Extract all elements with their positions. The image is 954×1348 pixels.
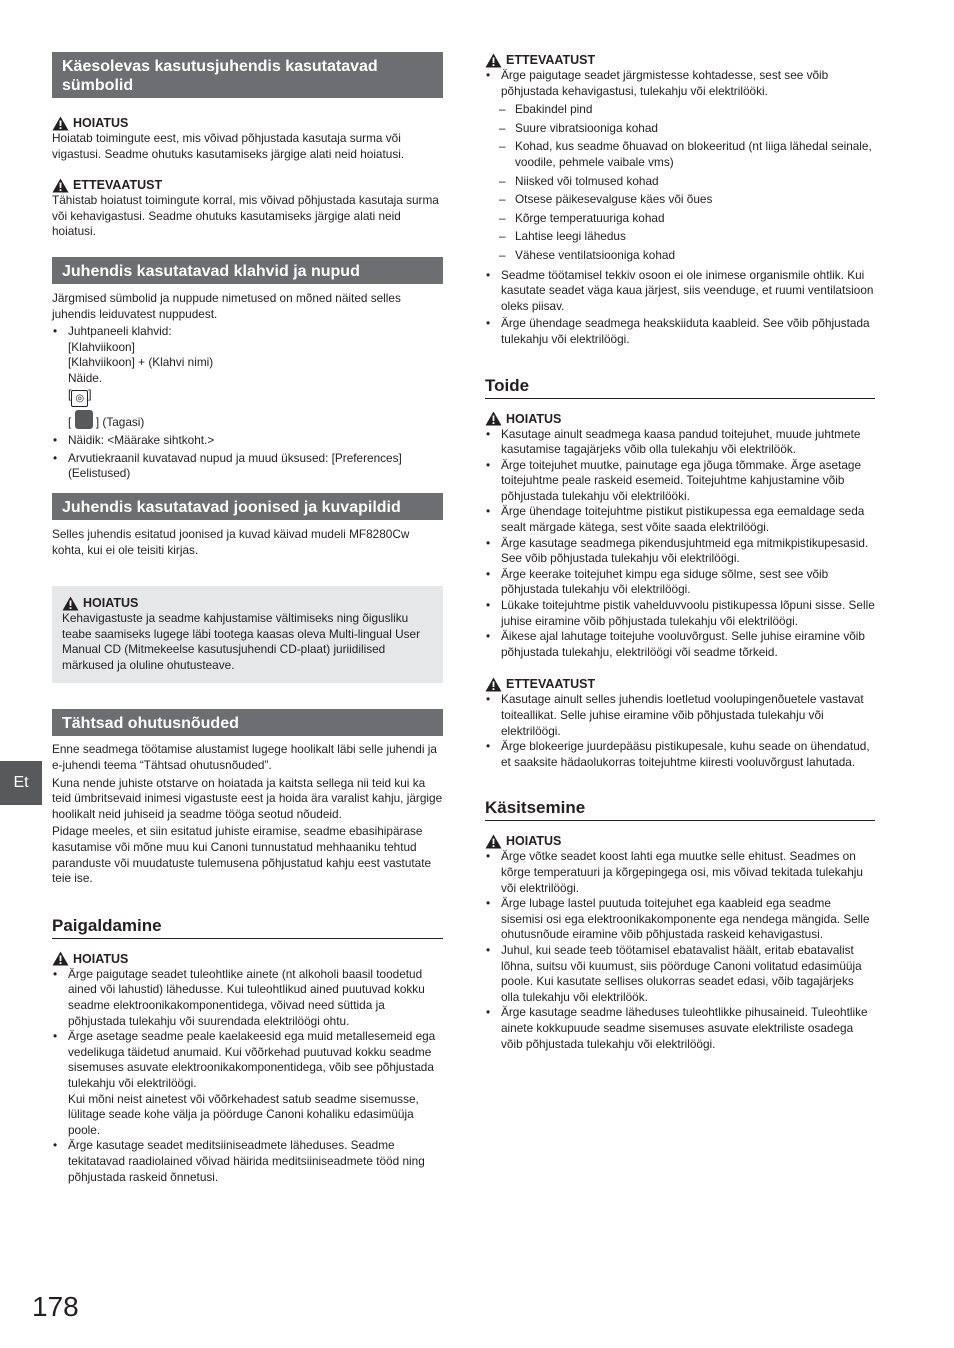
keys-intro: Järgmised sümbolid ja nuppude nimetused on mõned näited selles juhendis leiduvatest nuppudest. (52, 290, 401, 321)
warning-label: HOIATUS (62, 595, 433, 611)
section-heading-keys: Juhendis kasutatavad klahvid ja nupud (52, 257, 443, 284)
list-item: – Ebakindel pind (485, 102, 875, 118)
back-key-icon (75, 410, 93, 429)
safety-paragraph: Enne seadmega töötamise alustamist lugege hoolikalt läbi selle juhendi ja e-juhendi teema “Tähtsad ohutusnõuded”. (52, 742, 437, 773)
warning-box (52, 586, 443, 683)
list-item: • Juhtpaneeli klahvid: [Klahviikoon] [Klahviikoon] + (Klahvi nimi) Näide. [ ◎ ] [ ] (Tagasi) (52, 324, 443, 430)
installation-warning-list (52, 967, 443, 1185)
list-item: • Ärge ühendage toitejuhtme pistikut pistikupessa ega eemaldage seda sealt märgade kätega, sest võite saada elektrilöögi. (485, 504, 875, 535)
warning-label: HOIATUS (52, 115, 443, 131)
section-heading-symbols: Käesolevas kasutusjuhendis kasutatavad sümbolid (52, 52, 443, 98)
power-warning-list (485, 427, 875, 661)
safety-paragraph: Kuna nende juhiste otstarve on hoiatada ja kaitsta sellega nii teid kui ka teid ümbritsevaid inimesi vigastuste eest ja hoida ära varalist kahju, järgige hoolikalt neid juhiseid ja seadme tööga seotud nõudeid. (52, 775, 443, 821)
power-caution-list (485, 692, 875, 770)
list-item: • Lükake toitejuhtme pistik vahelduvvoolu pistikupessa lõpuni sisse. Selle juhise eiramine võib põhjustada tulekahju või elektrilöögi. (485, 598, 875, 629)
list-item: – Lahtise leegi lähedus (485, 229, 875, 245)
caution-description: Tähistab hoiatust toimingute korral, mis võivad põhjustada kasutaja surma või kehavigastusi. Seadme ohutuks kasutamiseks järgige alati neid hoiatusi. (52, 193, 439, 239)
list-item: • Ärge keerake toitejuhet kimpu ega siduge sõlme, sest see võib põhjustada tulekahju või elektrilöögi. (485, 567, 875, 598)
list-item: • Ärge lubage lastel puutuda toitejuhet ega kaableid ega seadme sisemisi osi ega elektroonikakomponente ega nendega mängida. Selle ohutusnõude eiramine võib põhjustada raskeid kehavigastusi. (485, 896, 875, 943)
placement-caution-list (485, 68, 875, 348)
list-item: • Äikese ajal lahutage toitejuhe vooluvõrgust. Selle juhise eiramine võib põhjustada tulekahju, elektrilöögi või seadme tõrkeid. (485, 629, 875, 660)
list-item: • Ärge asetage seadme peale kaelakeesid ega muid metallesemeid ega vedelikuga täidetud anumaid. Kui võõrkehad puutuvad kokku seadme sisemuses asuvate elektroonikakomponentidega, võib see põhjustada tulekahju või elektrilöögi. Kui mõni neist ainetest või võõrkehadest satub seadme sisemusse, lülitage seade kohe välja ja pöörduge Canoni kohaliku edasimüüja poole. (52, 1029, 443, 1138)
list-item: • Ärge toitejuhet muutke, painutage ega jõuga tõmmake. Ärge asetage toitejuhtme peale raskeid esemeid. Toitejuhtme kahjustamine võib põhjustada tulekahju või elektrilööki. (485, 458, 875, 505)
list-item: • Ärge kasutage seadme läheduses tuleohtlikke pihusaineid. Tuleohtlike ainete kokkupuude seadme sisemuses asuvate elektriliste osadega võib põhjustada tulekahju või elektrilöögi. (485, 1005, 875, 1052)
list-item: • Ärge kasutage seadet meditsiiniseadmete läheduses. Seadme tekitatavad raadiolained võivad häirida meditsiiniseadmete tööd ning põhjustada raskeid õnnetusi. (52, 1138, 443, 1185)
list-item: – Suure vibratsiooniga kohad (485, 121, 875, 137)
list-item: • Ärge paigutage seadet järgmistesse kohtadesse, sest see võib põhjustada kehavigastusi, tulekahju või elektrilööki. – Ebakindel pind – Suure vibratsiooniga kohad – Kohad, kus seadme õhuavad on blokeeritud (nt liiga lähedal seinale, voodile, pehmele vaibale vms) – Niisked või tolmused kohad – Otsese päikesevalguse käes või õues – Kõrge temperatuuriga kohad – Lahtise leegi lähedus – Vähese ventilatsiooniga kohad (485, 68, 875, 264)
section-heading-power: Toide (485, 375, 875, 399)
list-item: • Kasutage ainult seadmega kaasa pandud toitejuhet, muude juhtmete kasutamise tagajärjeks võib olla tulekahju või elektrilöök. (485, 427, 875, 458)
section-heading-figures: Juhendis kasutatavad joonised ja kuvapildid (52, 493, 443, 520)
warning-description: Hoiatab toimingute eest, mis võivad põhjustada kasutaja surma või vigastusi. Seadme ohutuks kasutamiseks järgige alati neid hoiatusi. (52, 131, 405, 161)
warning-triangle-icon (485, 411, 502, 426)
figures-text: Selles juhendis esitatud joonised ja kuvad käivad mudeli MF8280Cw kohta, kui ei ole teisiti kirjas. (52, 526, 410, 557)
list-item: • Ärge blokeerige juurdepääsu pistikupesale, kuhu seade on ühendatud, et saaksite hädaolukorras toitejuhtme kiiresti vooluvõrgust lahutada. (485, 739, 875, 770)
warning-triangle-icon (62, 596, 79, 611)
warning-triangle-icon (52, 116, 69, 131)
warning-triangle-icon (485, 677, 502, 692)
back-key-line: [ ] (Tagasi) (68, 410, 443, 431)
list-item: – Niisked või tolmused kohad (485, 174, 875, 190)
list-item: • Ärge kasutage seadmega pikendusjuhtmeid ega mitmikpistikupesasid. See võib põhjustada tulekahju või elektrilöögi. (485, 536, 875, 567)
list-item: • Ärge ühendage seadmega heakskiiduta kaableid. See võib põhjustada tulekahju või elektrilöögi. (485, 316, 875, 347)
keys-list (52, 324, 443, 482)
list-item: • Kasutage ainult selles juhendis loetletud voolupingenõuetele vastavat toiteallikat. Selle juhise eiramine võib põhjustada tulekahju või elektrilöögi. (485, 692, 875, 739)
language-tab: Et (0, 761, 42, 805)
caution-label: ETTEVAATUST (52, 177, 443, 193)
warning-triangle-icon (485, 834, 502, 849)
warning-triangle-icon (485, 53, 502, 68)
caution-label: ETTEVAATUST (485, 52, 875, 68)
list-item: – Kõrge temperatuuriga kohad (485, 211, 875, 227)
section-heading-safety: Tähtsad ohutusnõuded (52, 709, 443, 736)
list-item: • Ärge paigutage seadet tuleohtlike ainete (nt alkoholi baasil toodetud ained või lahustid) lähedusse. Kui tuleohtlikud ained puutuvad kokku seadme elektroonikakomponentidega, võivad need süttida ja põhjustada tulekahju või suurendada elektrilöögi ohtu. (52, 967, 443, 1029)
warning-label: HOIATUS (485, 833, 875, 849)
page-number: 178 (32, 1291, 79, 1322)
warning-label: HOIATUS (485, 411, 875, 427)
list-item: • Arvutiekraanil kuvatavad nupud ja muud üksused: [Preferences] (Eelistused) (52, 451, 443, 482)
list-item: • Näidik: <Määrake sihtkoht.> (52, 433, 443, 449)
section-heading-handling: Käsitsemine (485, 797, 875, 821)
location-list (485, 102, 875, 263)
caution-label: ETTEVAATUST (485, 676, 875, 692)
warning-label: HOIATUS (52, 951, 443, 967)
energy-saver-key-icon: ◎ (71, 390, 88, 407)
list-item: – Kohad, kus seadme õhuavad on blokeeritud (nt liiga lähedal seinale, voodile, pehmele vaibale vms) (485, 139, 875, 170)
warning-triangle-icon (52, 951, 69, 966)
list-item: • Juhul, kui seade teeb töötamisel ebatavalist häält, eritab ebatavalist lõhna, suitsu või kuumust, siis pöörduge Canoni volitatud edasimüüja poole. Kui kasutate sellises olukorras seadet edasi, võib tagajärjeks olla tulekahju või elektrilöök. (485, 943, 875, 1005)
list-item: • Seadme töötamisel tekkiv osoon ei ole inimese organismile ohtlik. Kui kasutate seadet väga kaua järjest, siis veenduge, et ruumi ventilatsioon oleks piisav. (485, 268, 875, 315)
right-column (485, 52, 875, 1052)
list-item: – Vähese ventilatsiooniga kohad (485, 248, 875, 264)
warning-triangle-icon (52, 178, 69, 193)
safety-paragraph: Pidage meeles, et siin esitatud juhiste eiramise, seadme ebasihipärase kasutamise või mõne muu kui Canoni tunnustatud mehhaaniku tehtud paranduste või muudatuste tulemusena põhjustatud kahju eest vastutate teie ise. (52, 824, 432, 886)
list-item: • Ärge võtke seadet koost lahti ega muutke selle ehitust. Seadmes on kõrge temperatuuri ja kõrgepingega osi, mis võivad tekitada tulekahju või elektrilöögi. (485, 849, 875, 896)
handling-warning-list (485, 849, 875, 1052)
example-key-line: [ ◎ ] (68, 387, 443, 407)
section-heading-installation: Paigaldamine (52, 915, 443, 939)
list-item: – Otsese päikesevalguse käes või õues (485, 192, 875, 208)
left-column (52, 52, 443, 1185)
warning-box-text: Kehavigastuste ja seadme kahjustamise vältimiseks ning õigusliku teabe saamiseks lugege läbi tootega kaasas oleva Multi-lingual User Manual CD (Mitmekeelse kasutusjuhendi CD-plaat) juriidilised märkused ja oluline ohutusteave. (62, 611, 421, 672)
